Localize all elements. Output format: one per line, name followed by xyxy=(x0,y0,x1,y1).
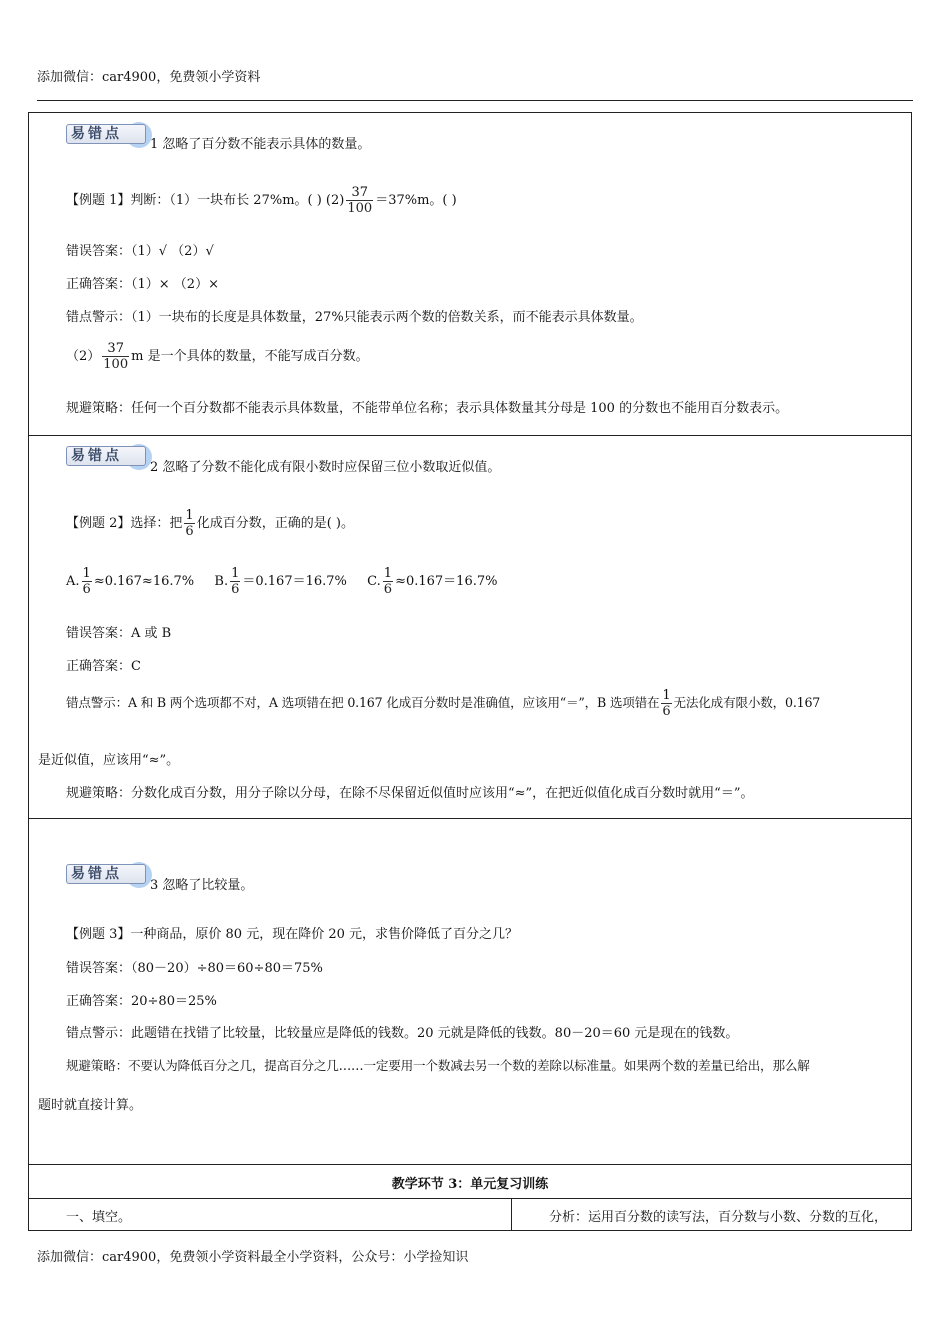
teaching-step-title-row xyxy=(28,1164,912,1199)
wrong-answer: 错误答案：（1）√ （2）√ xyxy=(66,244,214,259)
error-warning-cont: 是近似值，应该用“≈”。 xyxy=(38,753,180,768)
error-warning: 错点警示：此题错在找错了比较量，比较量应是降低的钱数。20 元就是降低的钱数。80－20＝60 元是现在的钱数。 xyxy=(66,1026,739,1041)
correct-answer: 正确答案：C xyxy=(66,659,141,674)
correct-answer: 正确答案：（1）× （2）× xyxy=(66,277,219,292)
option-c: C. $\frac{1}{6}$ ≈0.167＝16.7% xyxy=(367,566,498,597)
mistake-section-2 xyxy=(28,435,912,819)
fraction: $\frac{37}{100}$ xyxy=(347,185,373,216)
answer-options xyxy=(66,566,498,597)
badge-label: 易错点 xyxy=(66,124,146,144)
error-warning-2: （2） $\frac{37}{100}$ m 是一个具体的数量，不能写成百分数。 xyxy=(66,341,369,372)
mistake-section-3 xyxy=(28,818,912,1165)
section-topic: 3 忽略了比较量。 xyxy=(150,878,254,893)
option-b: B. $\frac{1}{6}$ ＝0.167＝16.7% xyxy=(214,566,347,597)
badge-label: 易错点 xyxy=(66,446,146,466)
section-topic: 2 忽略了分数不能化成有限小数时应保留三位小数取近似值。 xyxy=(150,460,501,475)
fraction: $\frac{37}{100}$ xyxy=(103,341,129,372)
mistake-badge xyxy=(66,862,154,886)
wrong-answer: 错误答案：A 或 B xyxy=(66,626,172,641)
review-row xyxy=(28,1198,912,1231)
header-divider xyxy=(37,100,913,101)
correct-answer: 正确答案：20÷80＝25% xyxy=(66,994,217,1009)
error-warning: 错点警示：A 和 B 两个选项都不对，A 选项错在把 0.167 化成百分数时是准确值，应该用“＝”，B 选项错在 $\frac{1}{6}$ 无法化成有限小数，0.167 xyxy=(66,688,821,719)
avoid-strategy: 规避策略：不要认为降低百分之几，提高百分之几……一定要用一个数减去另一个数的差除以标准量。如果两个数的差量已给出，那么解 xyxy=(66,1058,810,1073)
fraction: $\frac{1}{6}$ xyxy=(185,508,194,539)
fill-blank-heading: 一、填空。 xyxy=(66,1210,132,1225)
section-topic: 1 忽略了百分数不能表示具体的数量。 xyxy=(150,137,371,152)
mistake-section-1 xyxy=(28,112,912,436)
avoid-strategy-cont: 题时就直接计算。 xyxy=(38,1098,143,1113)
analysis-text: 分析：运用百分数的读写法，百分数与小数、分数的互化， xyxy=(549,1210,888,1225)
avoid-strategy: 规避策略：分数化成百分数，用分子除以分母，在除不尽保留近似值时应该用“≈”，在把近似值化成百分数时就用“＝”。 xyxy=(66,786,754,801)
example-question: 【例题 3】一种商品，原价 80 元，现在降价 20 元，求售价降低了百分之几？ xyxy=(66,927,519,942)
avoid-strategy: 规避策略：任何一个百分数都不能表示具体数量，不能带单位名称；表示具体数量其分母是 100 的分数也不能用百分数表示。 xyxy=(66,401,789,416)
mistake-badge xyxy=(66,122,154,146)
option-a: A. $\frac{1}{6}$ ≈0.167≈16.7% xyxy=(66,566,195,597)
teaching-step-title: 教学环节 3：单元复习训练 xyxy=(391,1177,549,1192)
example-question: 【例题 2】选择：把 $\frac{1}{6}$ 化成百分数，正确的是( )。 xyxy=(66,508,354,539)
example-question: 【例题 1】判断：（1）一块布长 27%m。( ) (2) $\frac{37}{100}$ ＝37%m。( ) xyxy=(66,185,457,216)
error-warning: 错点警示：（1）一块布的长度是具体数量，27%只能表示两个数的倍数关系，而不能表示具体数量。 xyxy=(66,310,643,325)
badge-label: 易错点 xyxy=(66,864,146,884)
column-divider xyxy=(511,1199,512,1230)
footer-note: 添加微信：car4900，免费领小学资料最全小学资料，公众号：小学捡知识 xyxy=(37,1250,469,1265)
wrong-answer: 错误答案：（80－20）÷80＝60÷80＝75% xyxy=(66,961,323,976)
header-note: 添加微信：car4900，免费领小学资料 xyxy=(37,70,261,85)
mistake-badge xyxy=(66,444,154,468)
